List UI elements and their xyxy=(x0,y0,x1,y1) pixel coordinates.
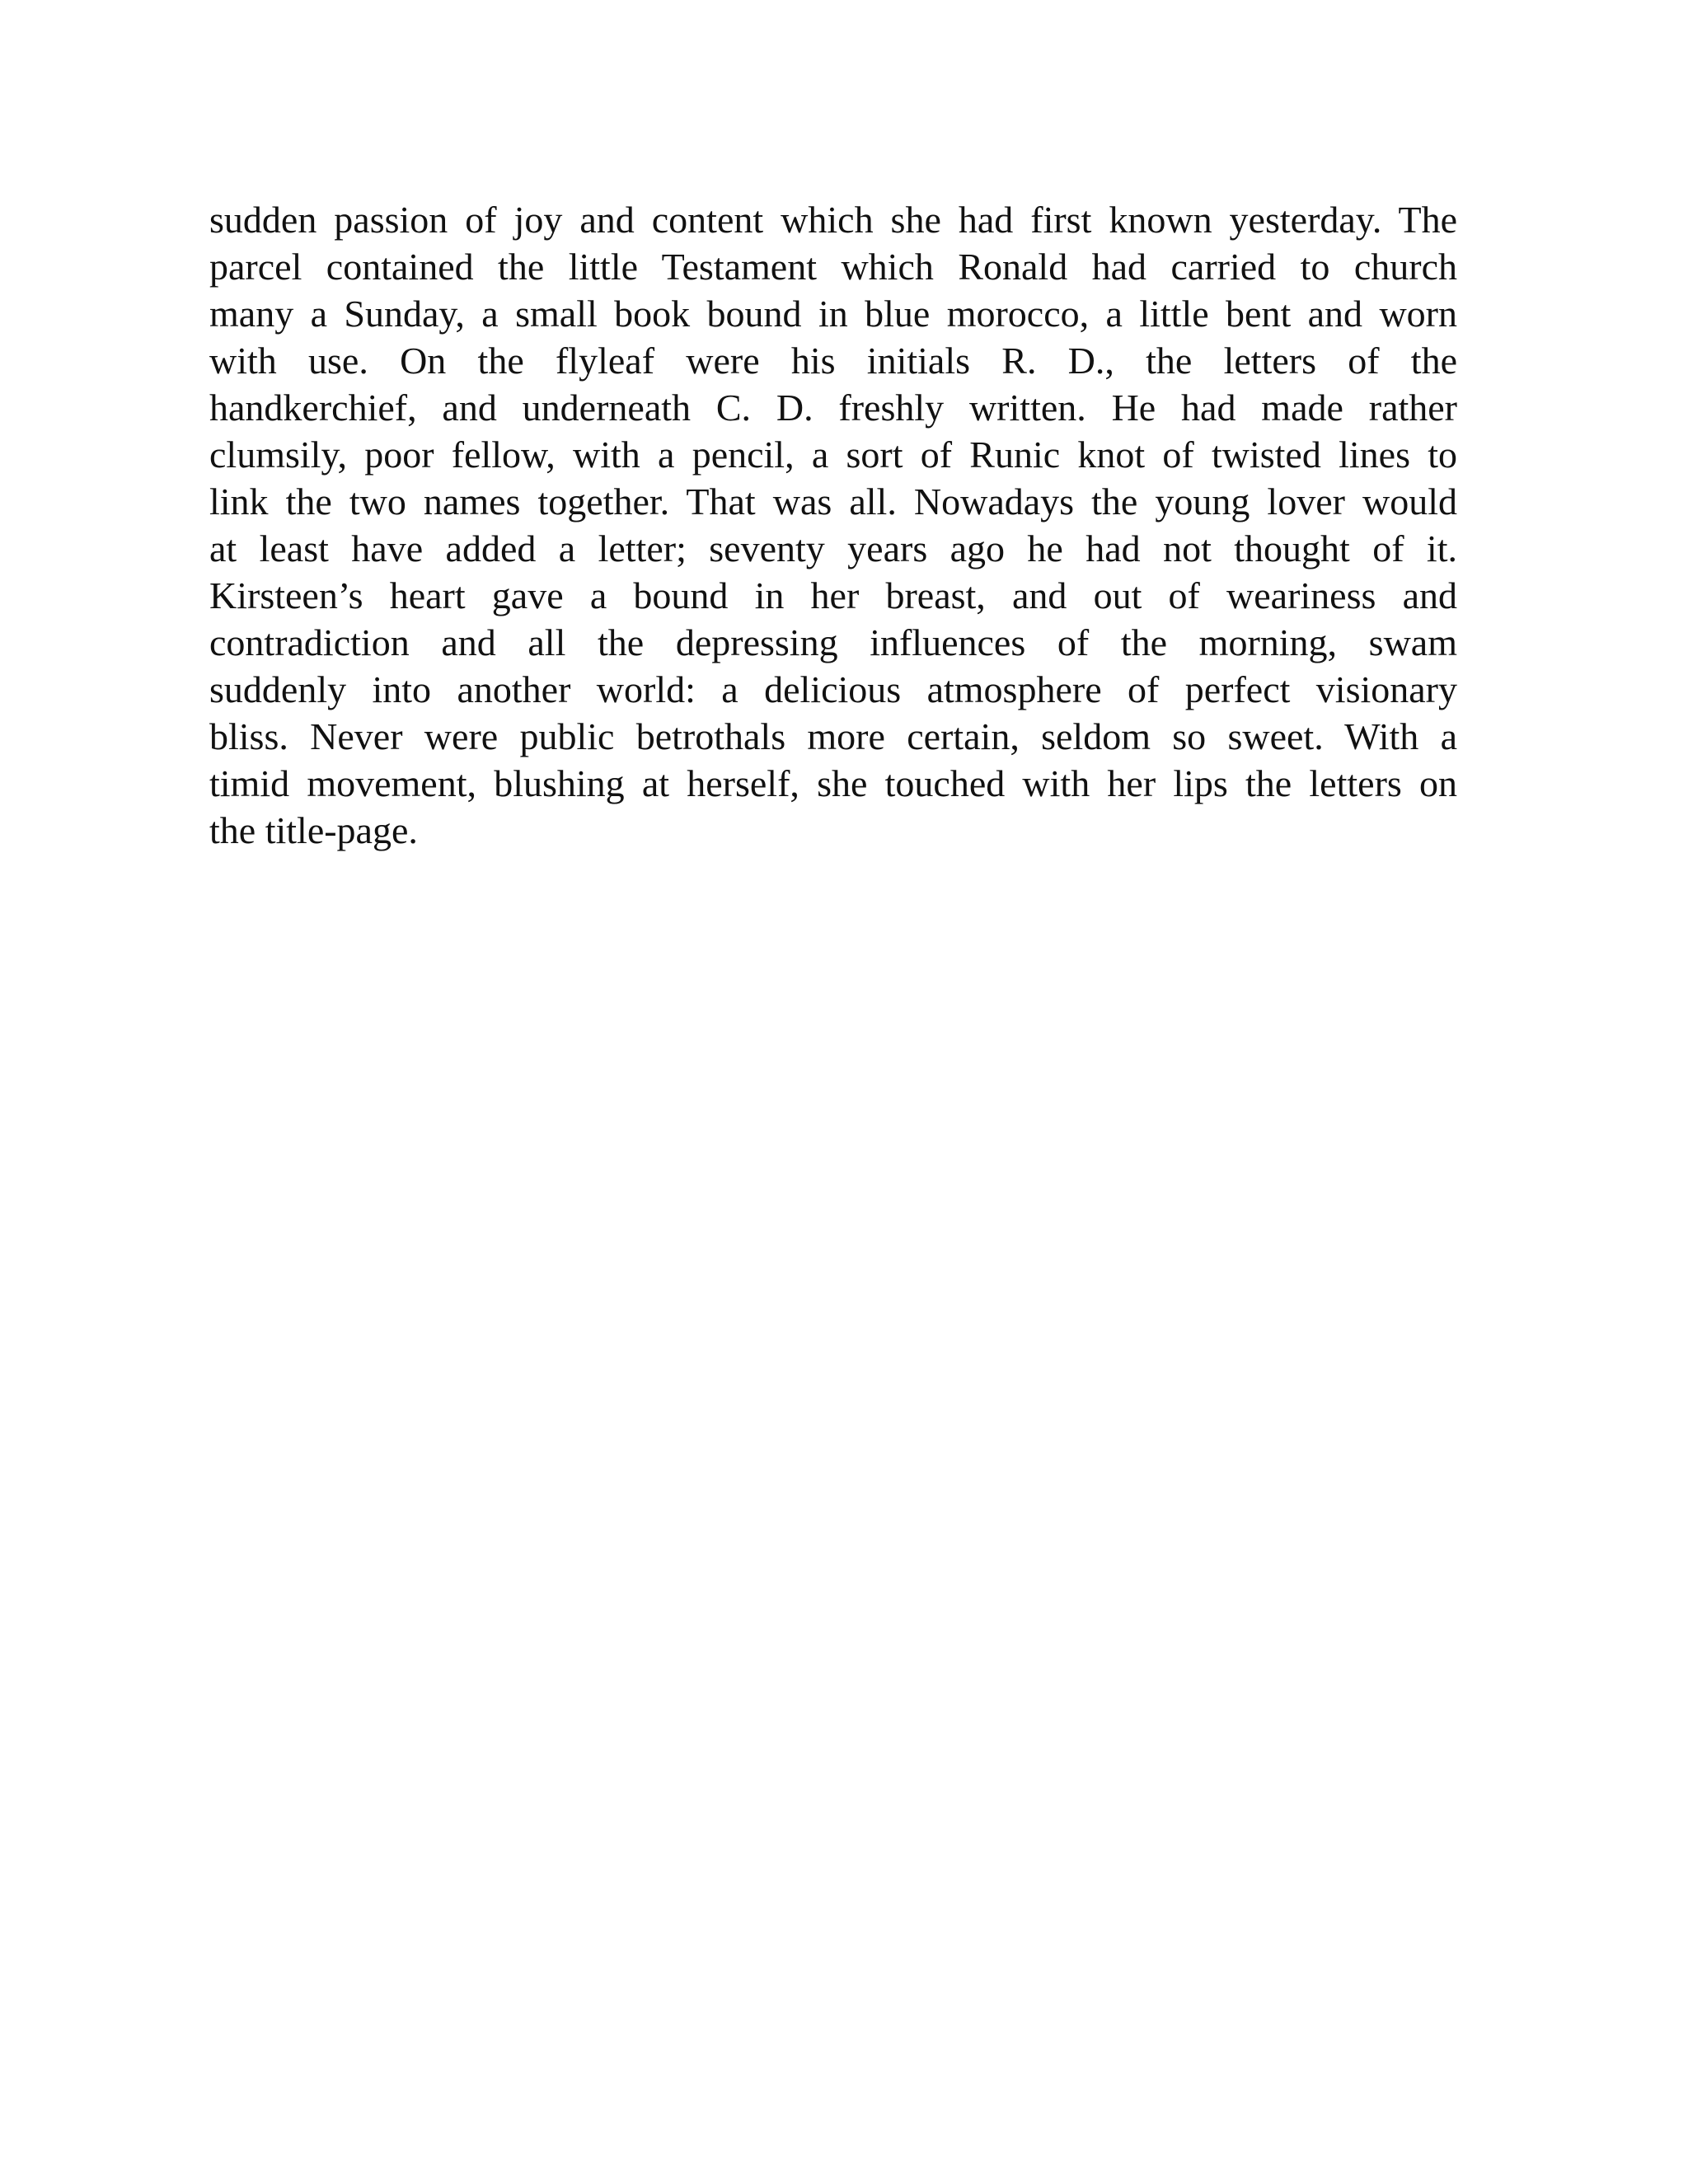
paragraph-line: at least have added a letter; seventy years ago he had not thought of it. xyxy=(209,527,1457,569)
paragraph-line: sudden passion of joy and content which she had first known yesterday. The xyxy=(209,199,1457,241)
paragraph-line: Kirsteen’s heart gave a bound in her breast, and out of weariness and xyxy=(209,574,1457,616)
paragraph-line: handkerchief, and underneath C. D. freshly written. He had made rather xyxy=(209,387,1457,429)
paragraph-line: bliss. Never were public betrothals more certain, seldom so sweet. With a xyxy=(209,715,1457,757)
paragraph-line: contradiction and all the depressing influences of the morning, swam xyxy=(209,621,1457,663)
paragraph-line: link the two names together. That was all. Nowadays the young lover would xyxy=(209,480,1457,523)
paragraph-line: the title-page. xyxy=(209,809,418,851)
paragraph-line: with use. On the flyleaf were his initials R. D., the letters of the xyxy=(209,340,1457,382)
paragraph-line: suddenly into another world: a delicious atmosphere of perfect visionary xyxy=(209,668,1457,710)
paragraph-line: many a Sunday, a small book bound in blue morocco, a little bent and worn xyxy=(209,293,1457,335)
body-paragraph xyxy=(209,196,1457,854)
paragraph-line: clumsily, poor fellow, with a pencil, a sort of Runic knot of twisted lines to xyxy=(209,434,1457,476)
paragraph-line: timid movement, blushing at herself, she touched with her lips the letters on xyxy=(209,762,1457,804)
paragraph-line: parcel contained the little Testament which Ronald had carried to church xyxy=(209,246,1457,288)
